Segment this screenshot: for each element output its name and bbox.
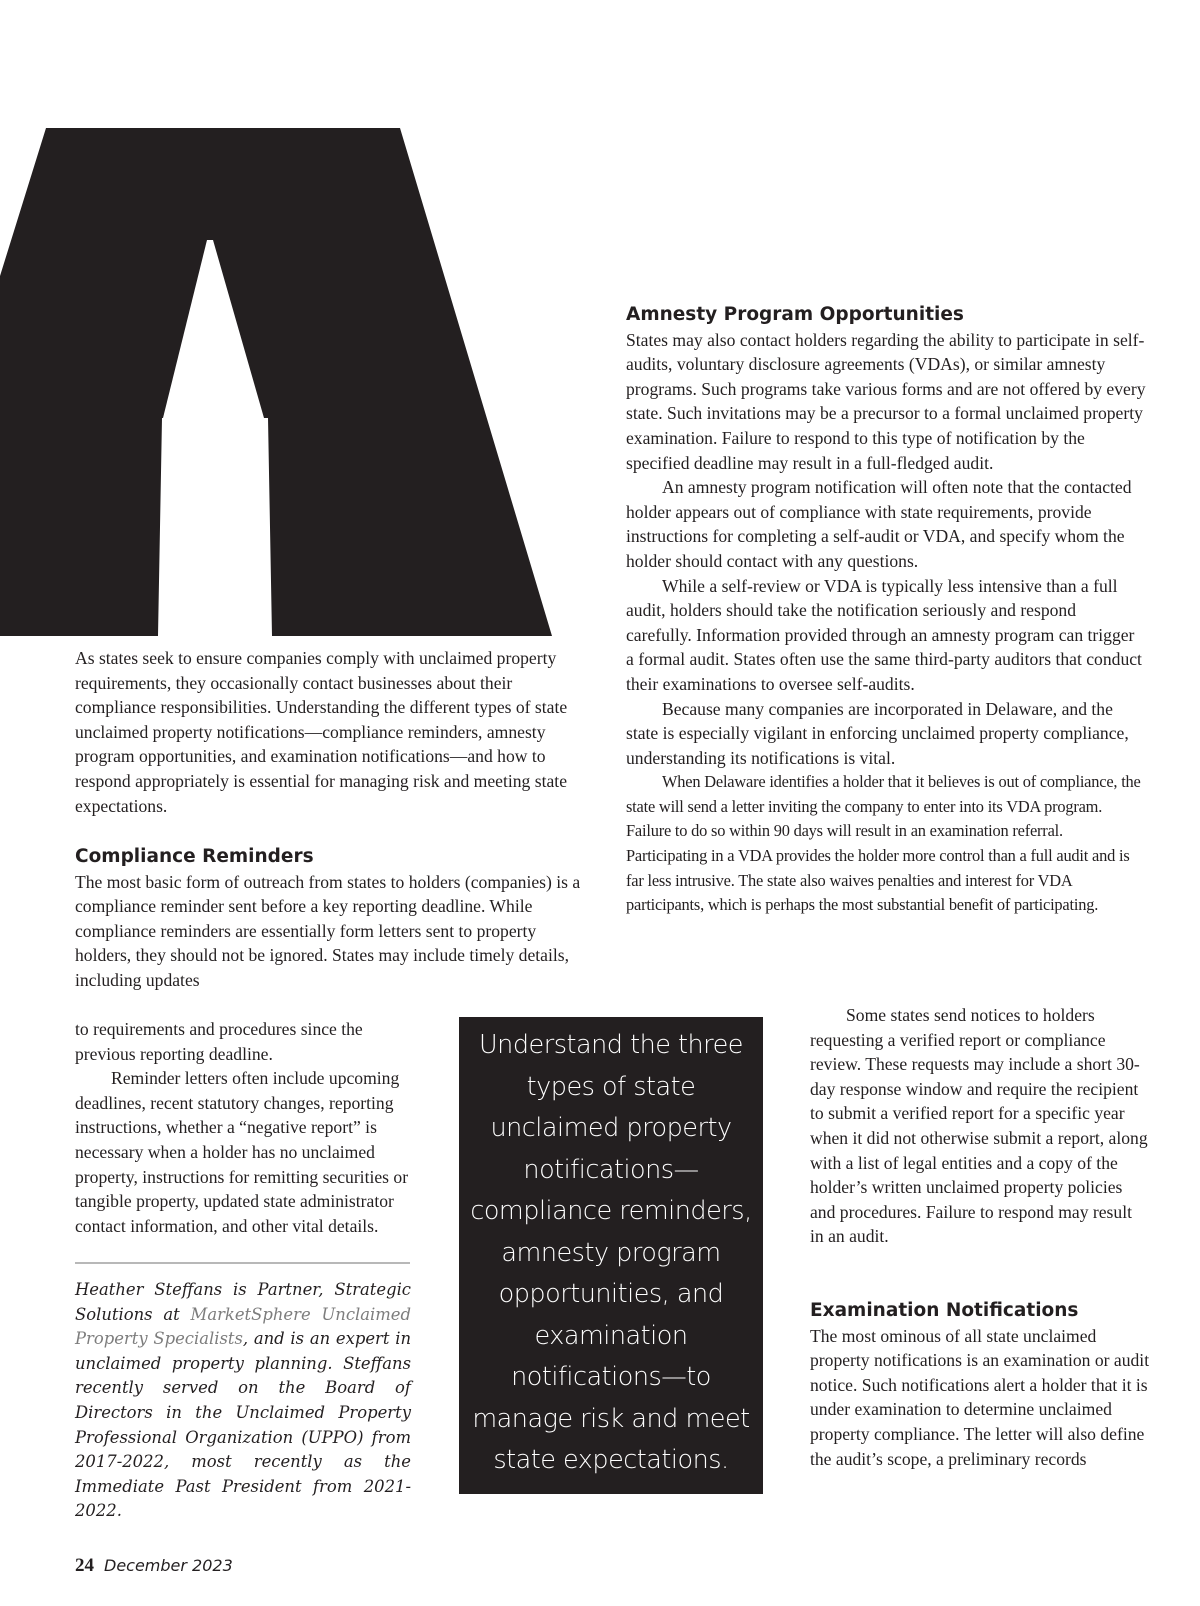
amnesty-paragraph-3: While a self-review or VDA is typically less intensive than a full audit, holders should take the notification seriously and respond carefully. Information provided through an amnesty program can trigger a formal audit. States often use the same third-party auditors that conduct their examinations to oversee self-audits. bbox=[626, 575, 1142, 694]
page-number: 24 bbox=[75, 1555, 94, 1576]
compliance-reminders-heading: Compliance Reminders bbox=[75, 846, 314, 867]
amnesty-paragraph-6: Some states send notices to holders requesting a verified report or compliance review. These requests may include a short 30-day response window and require the recipient to submit a verified report for a specific year when it did not otherwise submit a report, along with a list of legal entities and a copy of the holder’s written unclaimed property policies and procedures. Failure to respond may result in an audit. bbox=[810, 1005, 1148, 1247]
amnesty-program-heading: Amnesty Program Opportunities bbox=[626, 304, 964, 325]
amnesty-paragraph-2: An amnesty program notification will often note that the contacted holder appears out of compliance with state requirements, provide instructions for completing a self-audit or VDA, and specify whom the holder should contact with any questions. bbox=[626, 477, 1132, 571]
amnesty-paragraph-5: When Delaware identifies a holder that it believes is out of compliance, the state will send a letter inviting the company to enter into its VDA program. Failure to do so within 90 days will result in an examination referral. Participating in a VDA provides the holder more control than a full audit and is far less intrusive. The state also waives penalties and interest for VDA participants, which is perhaps the most substantial benefit of participating. bbox=[626, 772, 1141, 915]
amnesty-program-section bbox=[626, 303, 1146, 918]
compliance-reminders-section bbox=[75, 845, 595, 993]
issue-date: December 2023 bbox=[104, 1556, 233, 1575]
examination-paragraph-1: The most ominous of all state unclaimed property notifications is an examination or audit notice. Such notifications alert a holder that it is under examination to determine unclaimed property compliance. The letter will also define the audit’s scope, a preliminary records bbox=[810, 1325, 1150, 1469]
bio-company-name: MarketSphere Unclaimed Property Specialists bbox=[75, 1304, 411, 1349]
compliance-reminders-continued bbox=[75, 1017, 415, 1238]
intro-text: As states seek to ensure companies comply with unclaimed property requirements, they occasionally contact businesses about their compliance responsibilities. Understanding the different types of state unclaimed property notifications—compliance reminders, amnesty program opportunities, and examination notifications—and how to respond appropriately is essential for managing risk and meeting state expectations. bbox=[75, 648, 568, 816]
bio-text-end: , and is an expert in unclaimed property planning. Steffans recently served on the Board of Directors in the Unclaimed Property Professional Organization (UPPO) from 2017-2022, most recently as the Immediate Past President from 2021-2022. bbox=[75, 1329, 412, 1521]
amnesty-paragraph-1: States may also contact holders regarding the ability to participate in self-audits, voluntary disclosure agreements (VDAs), or similar amnesty programs. Such programs take various forms and are not offered by every state. Such invitations may be a precursor to a formal unclaimed property examination. Failure to respond to this type of notification by the specified deadline may result in a full-fledged audit. bbox=[626, 329, 1146, 473]
pull-quote bbox=[459, 1017, 763, 1494]
compliance-paragraph-1: The most basic form of outreach from states to holders (companies) is a compliance reminder sent before a key reporting deadline. While compliance reminders are essentially form letters sent to property holders, they should not be ignored. States may include timely details, including updates bbox=[75, 871, 581, 990]
amnesty-program-continued bbox=[810, 1003, 1150, 1249]
examination-notifications-section bbox=[810, 1299, 1150, 1471]
compliance-paragraph-1-continued: to requirements and procedures since the previous reporting deadline. bbox=[75, 1019, 363, 1064]
page-footer bbox=[75, 1555, 233, 1577]
intro-paragraph bbox=[75, 646, 595, 818]
pull-quote-text: Understand the three types of state unclaimed property notifications—compliance reminders, amnesty program opportunities, and examination notifications—to manage risk and meet state expectations. bbox=[470, 1030, 752, 1475]
author-bio bbox=[75, 1278, 411, 1524]
bio-text-start: Heather Steffans is Partner, Strategic Solutions at bbox=[75, 1280, 411, 1324]
bio-divider bbox=[75, 1262, 410, 1264]
amnesty-paragraph-4: Because many companies are incorporated in Delaware, and the state is especially vigilant in enforcing unclaimed property compliance, understanding its notifications is vital. bbox=[626, 698, 1129, 768]
examination-notifications-heading: Examination Notifications bbox=[810, 1300, 1079, 1321]
drop-cap-letter-a bbox=[0, 128, 552, 636]
compliance-paragraph-2: Reminder letters often include upcoming deadlines, recent statutory changes, reporting instructions, whether a “negative report” is necessary when a holder has no unclaimed property, instructions for remitting securities or tangible property, updated state administrator contact information, and other vital details. bbox=[75, 1068, 409, 1236]
